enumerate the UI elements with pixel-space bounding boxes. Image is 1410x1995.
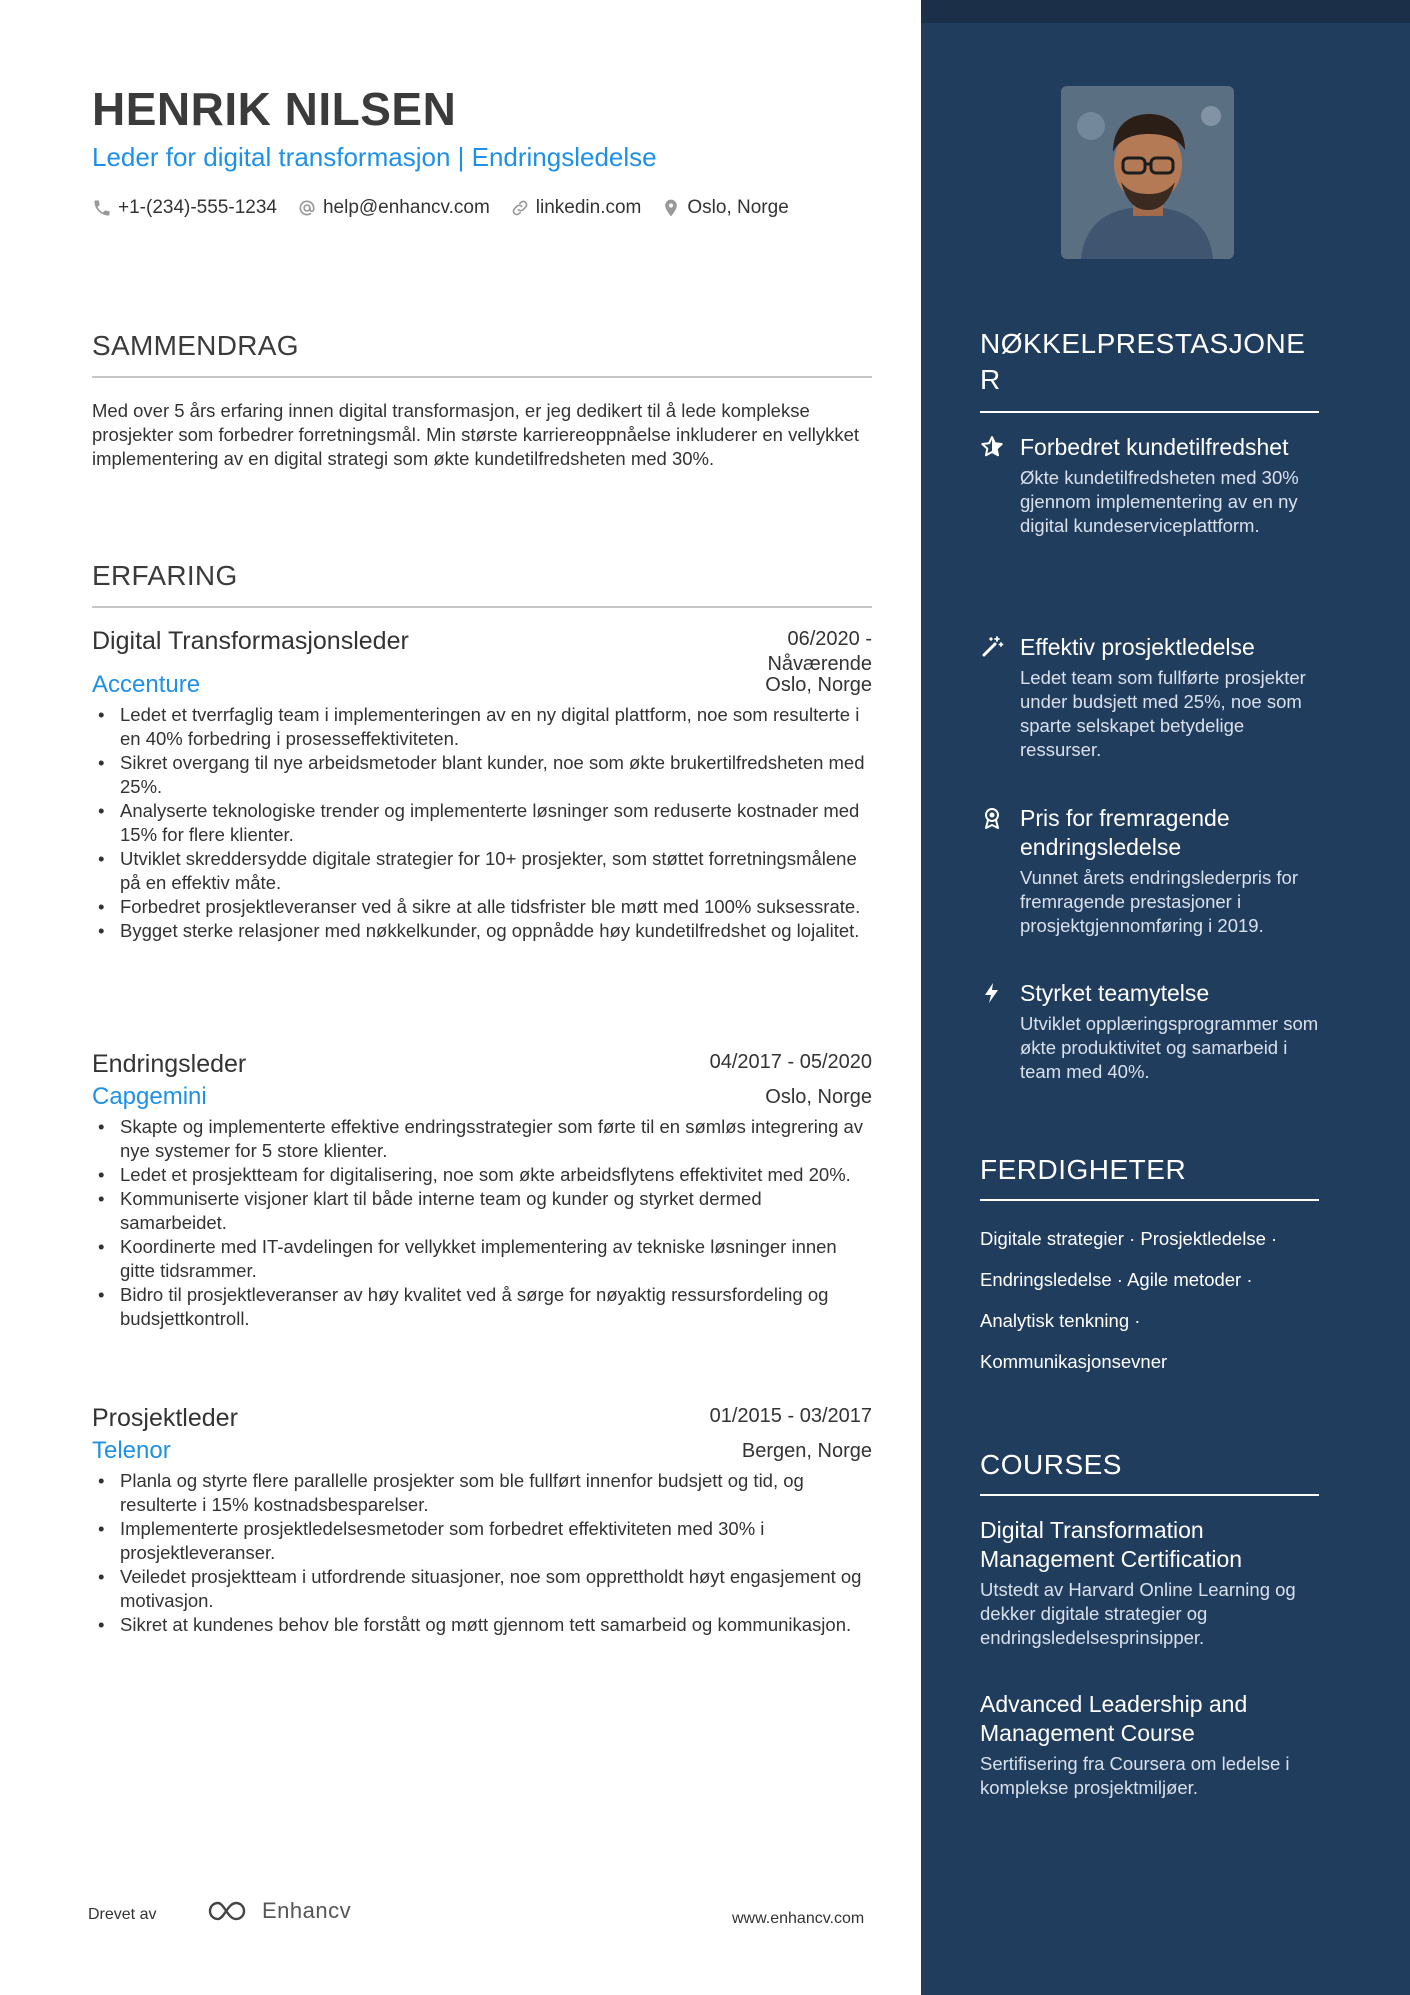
job-dates: 04/2017 - 05/2020 xyxy=(709,1051,872,1073)
achievement-description: Vunnet årets endringslederpris for fremragende prestasjoner i prosjektgjennomføring i 2019. xyxy=(1020,867,1298,936)
course-item xyxy=(980,1690,1320,1800)
course-title: Digital Transformation Management Certification xyxy=(980,1517,1243,1572)
job-dates-start: 06/2020 - xyxy=(787,628,872,650)
skill-tag: Prosjektledelse xyxy=(1140,1228,1266,1249)
achievements-heading-line1: NØKKELPRESTASJONE xyxy=(980,328,1306,359)
contact-phone-text: +1-(234)-555-1234 xyxy=(118,197,277,218)
contact-location-text: Oslo, Norge xyxy=(687,197,789,218)
profile-photo xyxy=(1061,86,1234,259)
skill-tag: Agile metoder xyxy=(1127,1269,1242,1290)
lightning-icon xyxy=(980,981,1004,1005)
job-location: Oslo, Norge xyxy=(765,1085,872,1108)
job-entry xyxy=(92,1404,872,1637)
job-bullet: • Sikret at kundenes behov ble forstått og møtt gjennom tett samarbeid og kommunikasjon. xyxy=(92,1613,872,1637)
job-bullet: • Skapte og implementerte effektive endringsstrategier som førte til en sømløs integrering av nye systemer for 5 store klienter. xyxy=(92,1115,872,1163)
skill-tag: Digitale strategier xyxy=(980,1228,1124,1249)
award-icon xyxy=(980,806,1004,830)
skill-tag: Kommunikasjonsevner xyxy=(980,1351,1168,1372)
achievements-heading-line2: R xyxy=(980,364,1001,395)
job-bullet: • Ledet et tverrfaglig team i implementeringen av en ny digital plattform, noe som resulterte i en 40% forbedring i prosesseffektiviteten. xyxy=(92,703,872,751)
achievement-title: Effektiv prosjektledelse xyxy=(1020,634,1255,660)
contact-linkedin[interactable] xyxy=(510,197,642,219)
job-entry xyxy=(92,1050,872,1331)
skills-list: Digitale strategier · Prosjektledelse · Endringsledelse · Agile metoder · Analytisk tenkning · Kommunikasjonsevner xyxy=(980,1228,1278,1372)
job-bullet: • Analyserte teknologiske trender og implementerte løsninger som reduserte kostnader med 15% for flere klienter. xyxy=(92,799,872,847)
location-pin-icon xyxy=(661,198,681,218)
achievement-title: Pris for fremragende endringsledelse xyxy=(1020,805,1230,860)
job-bullet: • Implementerte prosjektledelsesmetoder som forbedret effektiviteten med 30% i prosjektleveranser. xyxy=(92,1517,872,1565)
job-company: Telenor xyxy=(92,1437,171,1464)
course-description: Sertifisering fra Coursera om ledelse i komplekse prosjektmiljøer. xyxy=(980,1753,1290,1798)
magic-wand-icon xyxy=(980,635,1004,659)
contact-linkedin-text: linkedin.com xyxy=(535,197,642,218)
job-title: Digital Transformasjonsleder xyxy=(92,627,409,655)
job-company: Capgemini xyxy=(92,1083,207,1110)
achievement-description: Utviklet opplæringsprogrammer som økte produktivitet og samarbeid i team med 40%. xyxy=(1020,1013,1319,1082)
course-title: Advanced Leadership and Management Course xyxy=(980,1691,1248,1746)
enhancv-logo[interactable] xyxy=(206,1898,351,1924)
job-location: Oslo, Norge xyxy=(765,673,872,696)
job-bullet: • Forbedret prosjektleveranser ved å sikre at alle tidsfrister ble møtt med 100% suksessrate. xyxy=(92,895,872,919)
skill-tag: Analytisk tenkning xyxy=(980,1310,1130,1331)
summary-divider xyxy=(92,376,872,378)
phone-icon xyxy=(92,198,112,218)
job-bullet: • Kommuniserte visjoner klart til både interne team og kunder og styrket dermed samarbeidet. xyxy=(92,1187,872,1235)
achievement-description: Økte kundetilfredsheten med 30% gjennom implementering av en ny digital kundeserviceplattform. xyxy=(1020,467,1299,536)
job-bullet: • Sikret overgang til nye arbeidsmetoder blant kunder, noe som økte brukertilfredsheten med 25%. xyxy=(92,751,872,799)
star-icon xyxy=(980,435,1004,459)
job-bullet: • Bygget sterke relasjoner med nøkkelkunder, og oppnådde høy kundetilfredshet og lojalitet. xyxy=(92,919,872,943)
link-icon xyxy=(510,198,530,218)
job-bullet: • Ledet et prosjektteam for digitalisering, noe som økte arbeidsflytens effektivitet med 20%. xyxy=(92,1163,872,1187)
courses-heading: COURSES xyxy=(980,1449,1122,1480)
summary-heading: SAMMENDRAG xyxy=(92,330,299,361)
achievements-heading xyxy=(980,326,1320,398)
job-dates xyxy=(767,627,872,677)
job-bullet: • Utviklet skreddersydde digitale strategier for 10+ prosjekter, som støttet forretningsmålene på en effektiv måte. xyxy=(92,847,872,895)
experience-heading: ERFARING xyxy=(92,560,238,591)
candidate-headline: Leder for digital transformasjon | Endringsledelse xyxy=(92,142,657,172)
job-location: Bergen, Norge xyxy=(741,1439,872,1462)
contact-email[interactable] xyxy=(297,197,490,219)
skills-heading: FERDIGHETER xyxy=(980,1154,1187,1185)
job-dates-end: Nåværende xyxy=(767,653,872,675)
job-bullets xyxy=(92,1469,872,1637)
course-description: Utstedt av Harvard Online Learning og dekker digitale strategier og endringsledelsesprinsipper. xyxy=(980,1579,1296,1648)
footer-url[interactable]: www.enhancv.com xyxy=(732,1910,865,1927)
summary-text: Med over 5 års erfaring innen digital transformasjon, er jeg dedikert til å lede komplekse prosjekter som forbedrer forretningsmål. Min største karriereoppnåelse inkluderer en vellykket implementering av en digital strategi som økte kundetilfredsheten med 30%. xyxy=(92,400,860,469)
achievement-item xyxy=(980,633,1320,762)
job-bullets xyxy=(92,1115,872,1331)
achievement-title: Styrket teamytelse xyxy=(1020,980,1210,1006)
footer-brand: Enhancv xyxy=(262,1898,352,1923)
achievement-title: Forbedret kundetilfredshet xyxy=(1020,434,1289,460)
contact-location xyxy=(661,197,788,219)
job-company: Accenture xyxy=(92,671,201,698)
contact-list xyxy=(92,197,789,219)
job-bullets xyxy=(92,703,872,943)
courses-divider xyxy=(980,1494,1319,1496)
candidate-name: HENRIK NILSEN xyxy=(92,83,457,135)
job-title: Endringsleder xyxy=(92,1050,247,1078)
job-bullet: • Veiledet prosjektteam i utfordrende situasjoner, noe som opprettholdt høyt engasjement og motivasjon. xyxy=(92,1565,872,1613)
job-entry xyxy=(92,627,872,943)
achievement-item xyxy=(980,433,1320,538)
achievement-description: Ledet team som fullførte prosjekter under budsjett med 25%, noe som sparte selskapet betydelige ressurser. xyxy=(1020,667,1306,760)
skills-divider xyxy=(980,1199,1319,1201)
job-dates: 01/2015 - 03/2017 xyxy=(709,1405,872,1427)
footer-powered-by: Drevet av xyxy=(88,1906,157,1923)
achievement-item xyxy=(980,979,1320,1084)
avatar xyxy=(1061,86,1234,259)
job-title: Prosjektleder xyxy=(92,1404,238,1432)
achievement-item xyxy=(980,804,1320,938)
job-bullet: • Planla og styrte flere parallelle prosjekter som ble fullført innenfor budsjett og tid, og resulterte i 15% kostnadsbesparelser. xyxy=(92,1469,872,1517)
achievements-divider xyxy=(980,411,1319,413)
contact-email-text: help@enhancv.com xyxy=(322,197,490,218)
job-bullet: • Bidro til prosjektleveranser av høy kvalitet ved å sørge for nøyaktig ressursfordeling og budsjettkontroll. xyxy=(92,1283,872,1331)
sidebar-top-bar xyxy=(921,0,1410,23)
experience-divider xyxy=(92,606,872,608)
job-bullet: • Koordinerte med IT-avdelingen for vellykket implementering av tekniske løsninger innen gitte tidsrammer. xyxy=(92,1235,872,1283)
enhancv-logo-icon xyxy=(206,1898,254,1924)
contact-phone[interactable] xyxy=(92,197,277,219)
course-item xyxy=(980,1516,1320,1650)
at-icon xyxy=(297,198,317,218)
skill-tag: Endringsledelse xyxy=(980,1269,1112,1290)
